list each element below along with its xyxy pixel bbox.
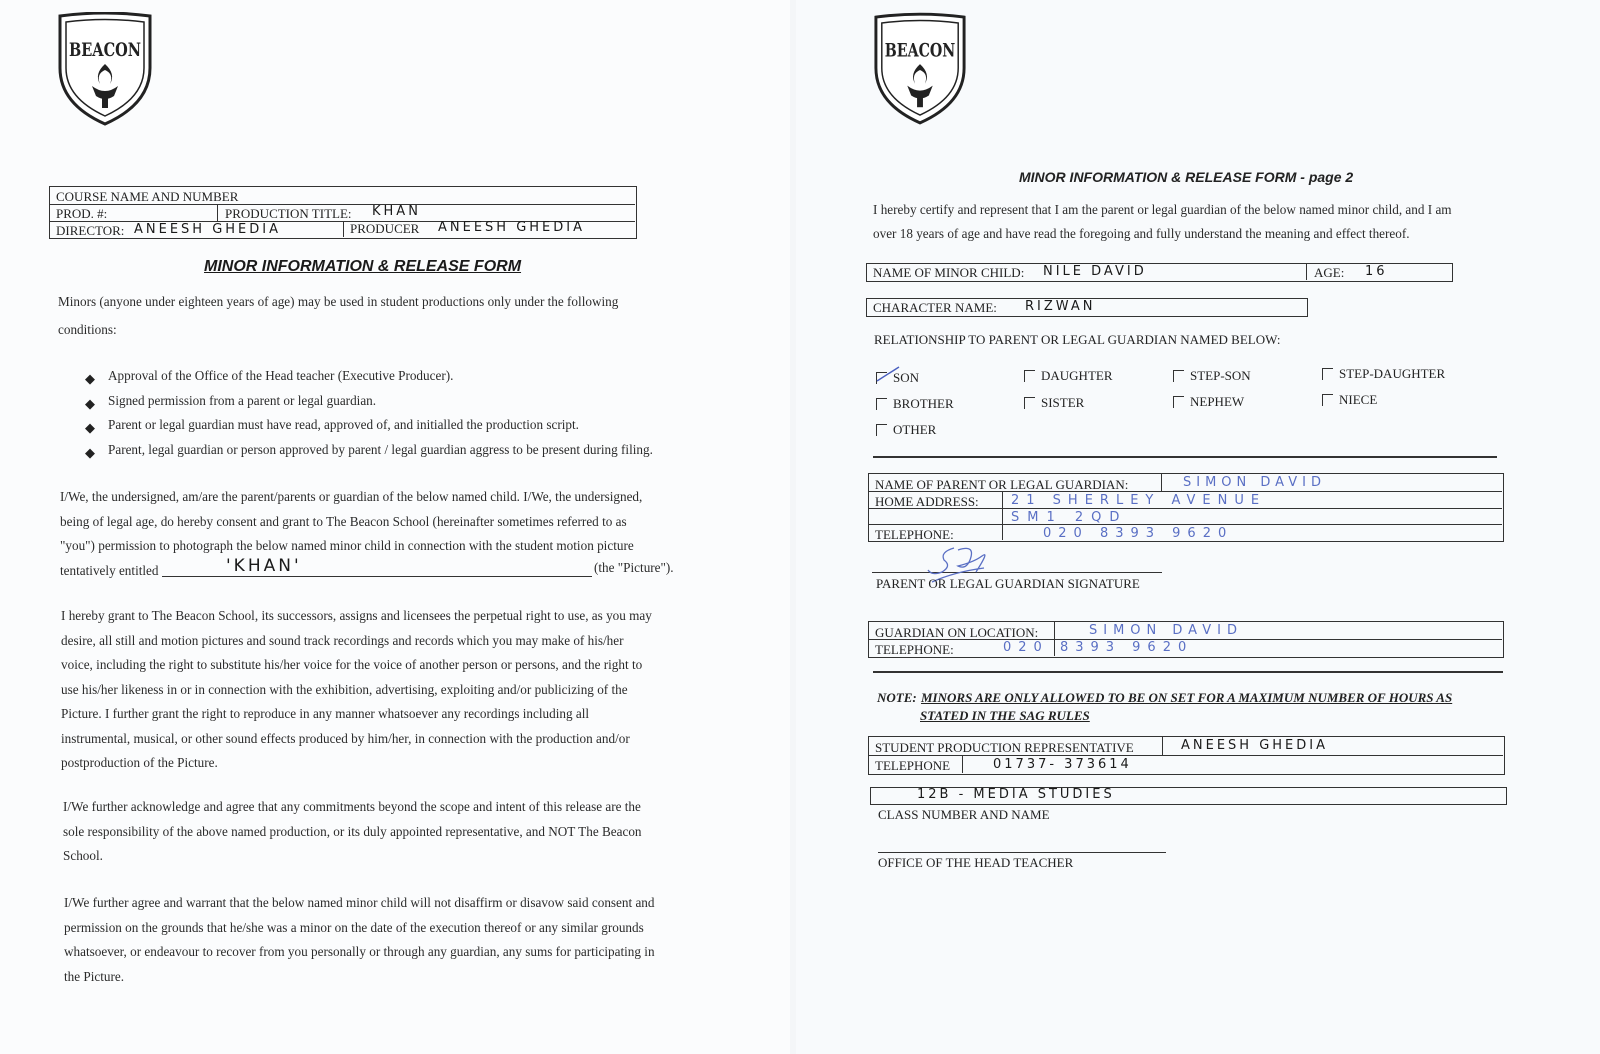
representative-telephone-label: TELEPHONE <box>875 758 951 773</box>
address-line-1: 21 SHERLEY AVENUE <box>1011 493 1267 508</box>
son-label: SON <box>893 370 920 385</box>
tentative-title-value: 'KHAN' <box>226 556 302 576</box>
representative-telephone-value: 01737- 373614 <box>993 757 1132 772</box>
production-title-value: KHAN <box>372 204 421 219</box>
section-divider <box>873 671 1503 673</box>
representative-value: ANEESH GHEDIA <box>1181 738 1329 753</box>
tentative-title-suffix: (the "Picture"). <box>594 560 674 575</box>
step-son-checkbox[interactable] <box>1173 370 1184 382</box>
relationship-label: RELATIONSHIP TO PARENT OR LEGAL GUARDIAN NAMED BELOW: <box>874 332 1281 347</box>
paragraph-line: I/We, the undersigned, am/are the parent/parents or guardian of the below named child. I/We, the undersigned, <box>60 489 643 504</box>
page-title: MINOR INFORMATION & RELEASE FORM <box>204 258 522 275</box>
production-title-label: PRODUCTION TITLE: <box>225 206 352 221</box>
certify-line-1: I hereby certify and represent that I am the parent or legal guardian of the below named minor child, and I am <box>873 202 1452 217</box>
note-line-1: MINORS ARE ONLY ALLOWED TO BE ON SET FOR A MAXIMUM NUMBER OF HOURS AS <box>921 690 1453 705</box>
nephew-label: NEPHEW <box>1190 394 1245 409</box>
guardian-telephone-value: 020 8393 9620 <box>1043 526 1234 541</box>
bullet-icon: ◆ <box>85 371 95 386</box>
home-address-label: HOME ADDRESS: <box>875 494 979 509</box>
paragraph-line: voice, including the right to substitute his/her voice for the voice of another person or persons, and the right to <box>61 657 643 672</box>
class-value: 12B - MEDIA STUDIES <box>917 787 1115 802</box>
daughter-checkbox[interactable] <box>1024 370 1035 382</box>
guardian-name-label: NAME OF PARENT OR LEGAL GUARDIAN: <box>875 477 1129 492</box>
release-form-page-2 <box>796 0 1600 1054</box>
paragraph-line: I/We further agree and warrant that the below named minor child will not disaffirm or disavow said consent and <box>64 895 655 910</box>
location-telephone-value: 020 8393 9620 <box>1003 640 1194 655</box>
minor-name-value: NILE DAVID <box>1043 264 1147 279</box>
signature-label: PARENT OR LEGAL GUARDIAN SIGNATURE <box>876 576 1140 591</box>
telephone-label: TELEPHONE: <box>875 527 954 542</box>
condition-item: Approval of the Office of the Head teacher (Executive Producer). <box>108 368 454 383</box>
paragraph-line: Picture. I further grant the right to reproduce in any manner whatsoever any recordings including all <box>61 706 590 721</box>
intro-line-2: conditions: <box>58 322 117 337</box>
production-header-box <box>49 186 637 239</box>
producer-value: ANEESH GHEDIA <box>438 220 586 235</box>
warrant-paragraph <box>64 891 655 989</box>
location-guardian-box <box>868 621 1504 658</box>
page-title: MINOR INFORMATION & RELEASE FORM - page 2 <box>1019 169 1354 185</box>
paragraph-line: whatsoever, or endeavour to recover from you personally or through any guardian, any sums for participating in <box>64 944 655 959</box>
guardian-info-box <box>868 473 1504 542</box>
paragraph-line: School. <box>63 848 103 863</box>
age-label: AGE: <box>1314 265 1345 280</box>
brother-checkbox[interactable] <box>876 398 887 410</box>
location-telephone-label: TELEPHONE: <box>875 642 954 657</box>
grant-paragraph <box>61 604 652 776</box>
character-row <box>866 298 1308 317</box>
step-daughter-label: STEP-DAUGHTER <box>1339 366 1446 381</box>
bullet-icon: ◆ <box>85 396 95 411</box>
guardian-on-location-value: SIMON DAVID <box>1089 623 1243 638</box>
paragraph-line: sole responsibility of the above named production, or its duly appointed representative, and NOT The Beacon <box>63 823 642 839</box>
daughter-label: DAUGHTER <box>1041 368 1113 383</box>
title-underline <box>162 576 592 577</box>
address-line-2: SM1 2QD <box>1011 510 1128 525</box>
consent-paragraph <box>60 485 642 559</box>
other-label: OTHER <box>893 422 937 437</box>
character-label: CHARACTER NAME: <box>873 300 997 315</box>
paragraph-line: postproduction of the Picture. <box>61 755 218 770</box>
step-son-label: STEP-SON <box>1190 368 1251 383</box>
paragraph-line: being of legal age, do hereby consent and grant to The Beacon School (hereinafter sometimes referred to as <box>60 513 627 529</box>
svg-text:BEACON: BEACON <box>69 39 141 61</box>
paragraph-line: I hereby grant to The Beacon School, its successors, assigns and licensees the perpetual right to use, as you may <box>61 608 652 623</box>
class-box <box>870 787 1507 805</box>
certify-line-2: over 18 years of age and have read the foregoing and fully understand the meaning and effect thereof. <box>873 226 1410 241</box>
condition-item: Parent, legal guardian or person approved by parent / legal guardian aggress to be present during filing. <box>108 442 653 457</box>
producer-label: PRODUCER <box>350 221 420 236</box>
section-divider <box>873 456 1497 458</box>
sister-checkbox[interactable] <box>1024 397 1035 409</box>
guardian-on-location-label: GUARDIAN ON LOCATION: <box>875 625 1039 640</box>
brother-label: BROTHER <box>893 396 954 411</box>
niece-checkbox[interactable] <box>1322 394 1333 406</box>
nephew-checkbox[interactable] <box>1173 396 1184 408</box>
paragraph-line: the Picture. <box>64 968 125 984</box>
paragraph-line: permission on the grounds that he/she was a minor on the date of the execution thereof or any similar grounds <box>64 919 644 935</box>
course-label: COURSE NAME AND NUMBER <box>56 189 239 204</box>
director-value: ANEESH GHEDIA <box>134 222 282 237</box>
director-label: DIRECTOR: <box>56 223 125 238</box>
guardian-name-value: SIMON DAVID <box>1183 475 1326 490</box>
age-value: 16 <box>1365 264 1388 279</box>
character-value: RIZWAN <box>1025 299 1096 314</box>
paragraph-line: desire, all still and motion pictures and sound track recordings and records which you may make of his/her <box>61 632 624 648</box>
signature-line <box>872 572 1162 573</box>
note-prefix: NOTE: <box>877 690 917 705</box>
bullet-icon: ◆ <box>85 420 95 435</box>
sister-label: SISTER <box>1041 395 1085 410</box>
paragraph-line: instrumental, musical, or other sound effects produced by him/her, in connection with the production and/or <box>61 730 630 746</box>
svg-text:BEACON: BEACON <box>884 40 956 62</box>
representative-box <box>868 736 1505 775</box>
minor-info-row <box>866 263 1453 282</box>
step-daughter-checkbox[interactable] <box>1322 368 1333 380</box>
prod-number-label: PROD. #: <box>56 206 108 221</box>
condition-item: Parent or legal guardian must have read, approved of, and initialled the production script. <box>108 417 579 432</box>
intro-line-1: Minors (anyone under eighteen years of age) may be used in student productions only under the following <box>58 294 619 309</box>
release-form-page-1 <box>0 0 790 1054</box>
paragraph-line: "you") permission to photograph the below named minor child in connection with the student motion picture <box>60 538 634 553</box>
beacon-crest-logo <box>56 12 154 128</box>
tentative-title-prefix: tentatively entitled <box>60 563 159 578</box>
class-label: CLASS NUMBER AND NAME <box>878 807 1050 822</box>
niece-label: NIECE <box>1339 392 1378 407</box>
paragraph-line: use his/her likeness in or in connection with the exhibition, advertising, exploiting and/or publicizing of the <box>61 681 628 697</box>
head-teacher-label: OFFICE OF THE HEAD TEACHER <box>878 855 1074 870</box>
other-checkbox[interactable] <box>876 424 887 436</box>
condition-item: Signed permission from a parent or legal guardian. <box>108 393 377 408</box>
acknowledge-paragraph <box>63 795 642 869</box>
bullet-icon: ◆ <box>85 445 95 460</box>
head-teacher-signature-line <box>878 852 1166 853</box>
note-line-2: STATED IN THE SAG RULES <box>920 708 1090 723</box>
minor-name-label: NAME OF MINOR CHILD: <box>873 265 1025 280</box>
paragraph-line: I/We further acknowledge and agree that any commitments beyond the scope and intent of this release are the <box>63 799 641 814</box>
beacon-crest-logo <box>872 12 968 128</box>
representative-label: STUDENT PRODUCTION REPRESENTATIVE <box>875 740 1134 755</box>
